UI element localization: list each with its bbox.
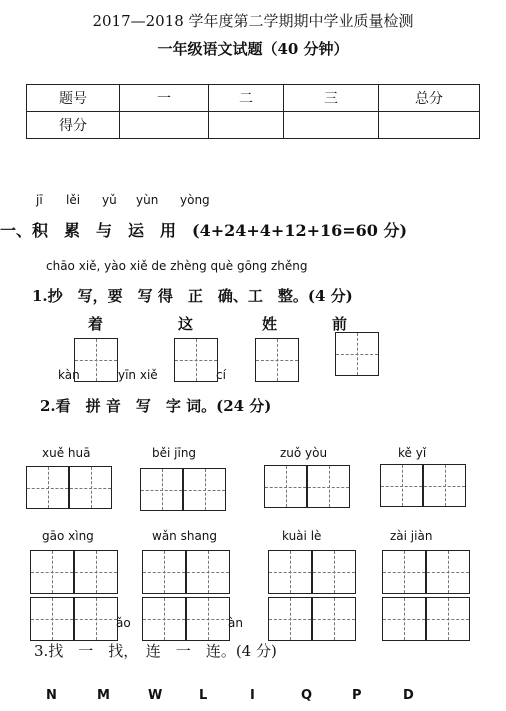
score-blank-cell[interactable]: [284, 112, 379, 139]
exam-subtitle: 一年级语文试题（40 分钟）: [157, 40, 349, 58]
q3-letter[interactable]: I: [250, 688, 255, 703]
q2-writing-box[interactable]: [186, 597, 230, 641]
partial-pinyin: àn: [228, 616, 243, 630]
score-header-cell: 一: [120, 85, 209, 112]
q2-writing-box[interactable]: [382, 597, 426, 641]
q2-writing-box[interactable]: [268, 597, 312, 641]
score-table: [26, 84, 480, 139]
score-header-cell: 二: [209, 85, 284, 112]
q2-pinyin: kě yǐ: [398, 446, 427, 460]
q2-writing-box[interactable]: [30, 550, 74, 594]
partial-pinyin: ǎo: [116, 616, 131, 630]
q2-pinyin: zài jiàn: [390, 529, 433, 543]
score-table-score-row: [27, 112, 480, 139]
q3-letter[interactable]: P: [352, 688, 362, 703]
score-row-label: 得分: [27, 112, 120, 139]
section1-heading: 一、积 累 与 运 用 (4+24+4+12+16=60 分): [0, 221, 408, 240]
q3-heading: 3.找 一 找， 连 一 连。(4 分): [34, 642, 277, 660]
score-header-cell: 总分: [379, 85, 480, 112]
q2-pinyin: zuǒ yòu: [280, 446, 328, 460]
q1-pinyin: chāo xiě, yào xiě de zhèng què gōng zhěng: [46, 259, 308, 273]
q3-letter[interactable]: L: [199, 688, 208, 703]
q2-writing-box[interactable]: [26, 466, 69, 509]
q1-writing-box[interactable]: [174, 338, 218, 382]
partial-pinyin: yīn xiě: [118, 368, 158, 382]
q1-writing-box[interactable]: [74, 338, 118, 382]
q2-writing-box[interactable]: [186, 550, 230, 594]
score-header-cell: 题号: [27, 85, 120, 112]
section1-pinyin: yǔ: [102, 193, 117, 207]
q2-writing-box[interactable]: [312, 597, 356, 641]
q2-writing-box[interactable]: [268, 550, 312, 594]
section1-pinyin: jī: [36, 193, 43, 207]
q1-char: 姓: [262, 315, 278, 333]
q2-writing-box[interactable]: [74, 550, 118, 594]
q2-writing-box[interactable]: [312, 550, 356, 594]
score-blank-cell[interactable]: [209, 112, 284, 139]
q2-writing-box[interactable]: [426, 597, 470, 641]
section1-pinyin: yùn: [136, 193, 159, 207]
q2-writing-box[interactable]: [30, 597, 74, 641]
q3-letter[interactable]: Q: [301, 688, 313, 703]
section1-pinyin: lěi: [66, 193, 81, 207]
q1-char: 前: [332, 315, 348, 333]
q2-pinyin: gāo xìng: [42, 529, 94, 543]
q3-letter-row: [46, 688, 454, 703]
q3-letter[interactable]: M: [97, 688, 110, 703]
q2-writing-box[interactable]: [69, 466, 112, 509]
q3-letter[interactable]: D: [403, 688, 414, 703]
q2-writing-box[interactable]: [142, 550, 186, 594]
q2-pinyin: xuě huā: [42, 446, 91, 460]
score-blank-cell[interactable]: [379, 112, 480, 139]
q2-pinyin: běi jīng: [152, 446, 197, 460]
q3-letter[interactable]: W: [148, 688, 163, 703]
q2-writing-box[interactable]: [140, 468, 183, 511]
q2-writing-box[interactable]: [142, 597, 186, 641]
q2-writing-box[interactable]: [74, 597, 118, 641]
q2-pinyin: kuài lè: [282, 529, 322, 543]
q2-writing-box[interactable]: [264, 465, 307, 508]
q1-writing-box[interactable]: [255, 338, 299, 382]
q1-char: 这: [178, 315, 194, 333]
partial-pinyin: cí: [216, 368, 226, 382]
q2-pinyin: wǎn shang: [152, 529, 218, 543]
q1-heading: 1.抄 写，要 写 得 正 确、工 整。(4 分): [32, 287, 353, 305]
q2-writing-box[interactable]: [426, 550, 470, 594]
q1-char: 着: [88, 315, 104, 333]
score-header-cell: 三: [284, 85, 379, 112]
q2-writing-box[interactable]: [183, 468, 226, 511]
score-blank-cell[interactable]: [120, 112, 209, 139]
q3-letter[interactable]: N: [46, 688, 57, 703]
q2-writing-box[interactable]: [423, 464, 466, 507]
q2-heading: 2.看 拼 音 写 字 词。(24 分): [40, 397, 272, 415]
q1-writing-box[interactable]: [335, 332, 379, 376]
section1-pinyin: yòng: [180, 193, 210, 207]
q2-writing-box[interactable]: [307, 465, 350, 508]
q2-writing-box[interactable]: [380, 464, 423, 507]
q2-writing-box[interactable]: [382, 550, 426, 594]
exam-title: 2017—2018 学年度第二学期期中学业质量检测: [92, 12, 414, 30]
partial-pinyin: kàn: [58, 368, 80, 382]
score-table-header-row: [27, 85, 480, 112]
